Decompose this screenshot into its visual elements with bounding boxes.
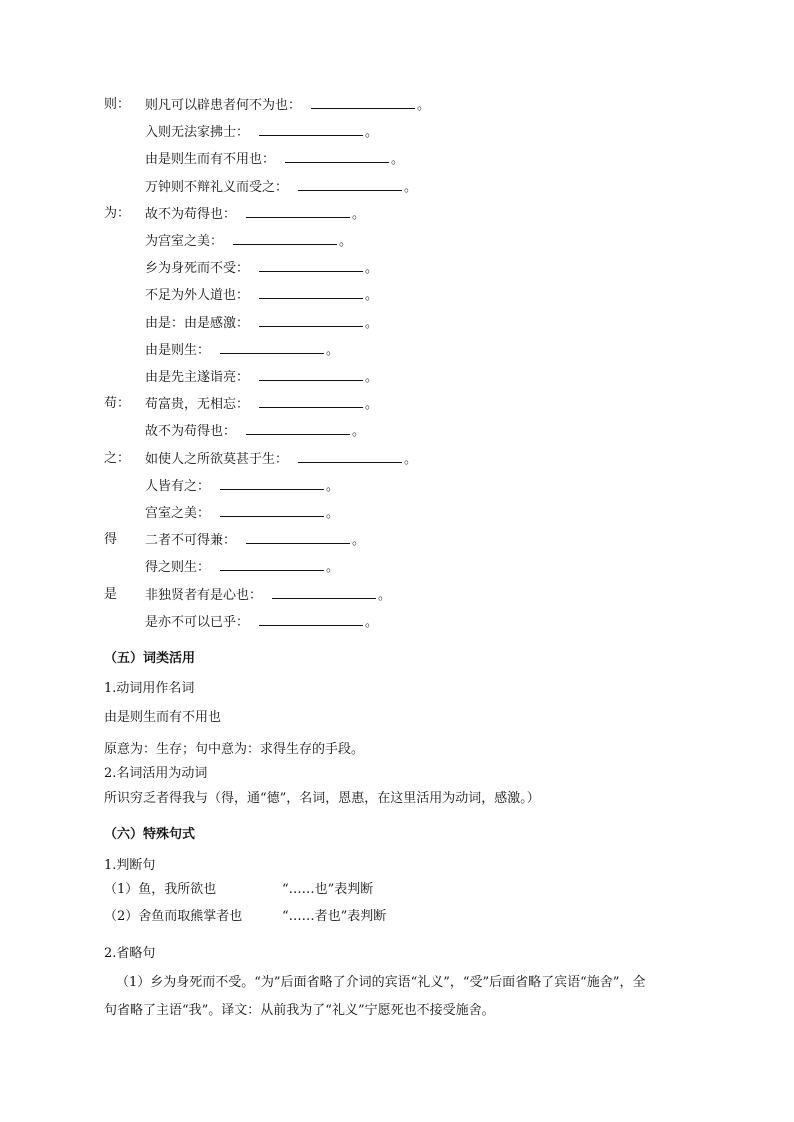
answer-blank[interactable]: [246, 422, 350, 435]
exercise-item: [145, 259, 378, 278]
keyword-label: 得: [104, 532, 118, 547]
answer-blank[interactable]: [220, 477, 324, 490]
period-mark: 。: [352, 207, 366, 222]
answer-blank[interactable]: [220, 341, 324, 354]
section6-subheading-1: 1.判断句: [104, 858, 156, 873]
period-mark: 。: [404, 452, 418, 467]
answer-blank[interactable]: [298, 178, 402, 191]
exercise-sentence: 由是则生：: [145, 343, 211, 358]
exercise-item: [145, 558, 339, 577]
exercise-sentence: 由是：由是感激：: [145, 316, 250, 331]
section6-subheading-2: 2.省略句: [104, 946, 156, 961]
exercise-sentence: 宫室之美：: [145, 506, 211, 521]
exercise-item: [145, 341, 339, 360]
exercise-item: [145, 286, 378, 305]
exercise-sentence: 如使人之所欲莫甚于生：: [145, 452, 289, 467]
answer-blank[interactable]: [259, 286, 363, 299]
section5-title: （五）词类活用: [104, 651, 196, 666]
period-mark: 。: [417, 98, 431, 113]
exercise-sentence: 得之则生：: [145, 560, 211, 575]
exercise-sentence: 故不为苟得也：: [145, 424, 237, 439]
answer-blank[interactable]: [272, 586, 376, 599]
keyword-label: 为：: [104, 206, 131, 221]
judge-note-1: “……也”表判断: [282, 882, 374, 897]
omit-sentence-line-1: （1）乡为身死而不受。“为”后面省略了介词的宾语“礼义”，“受”后面省略了宾语“施舍”，全: [116, 975, 646, 990]
judge-sentence-1: （1）鱼，我所欲也: [104, 882, 217, 897]
exercise-sentence: 不足为外人道也：: [145, 288, 250, 303]
exercise-item: [145, 205, 365, 224]
answer-blank[interactable]: [259, 123, 363, 136]
period-mark: 。: [352, 424, 366, 439]
exercise-item: [145, 477, 339, 496]
period-mark: 。: [365, 288, 379, 303]
exercise-item: [145, 314, 378, 333]
section5-note-1: 原意为：生存；句中意为：求得生存的手段。: [104, 742, 365, 757]
keyword-label: 之：: [104, 451, 131, 466]
exercise-sentence: 万钟则不辩礼义而受之：: [145, 180, 289, 195]
exercise-sentence: 是亦不可以已乎：: [145, 615, 250, 630]
exercise-item: [145, 504, 339, 523]
answer-blank[interactable]: [259, 613, 363, 626]
period-mark: 。: [391, 152, 405, 167]
exercise-sentence: 乡为身死而不受：: [145, 261, 250, 276]
exercise-item: [145, 232, 352, 251]
answer-blank[interactable]: [246, 531, 350, 544]
exercise-sentence: 人皆有之：: [145, 479, 211, 494]
exercise-item: [145, 450, 417, 469]
section5-example-1: 由是则生而有不用也: [104, 710, 222, 725]
period-mark: 。: [365, 316, 379, 331]
period-mark: 。: [365, 125, 379, 140]
exercise-item: [145, 586, 391, 605]
exercise-item: [145, 178, 417, 197]
judge-sentence-2: （2）舍鱼而取熊掌者也: [104, 909, 243, 924]
exercise-sentence: 为宫室之美：: [145, 234, 224, 249]
keyword-label: 是: [104, 587, 118, 602]
answer-blank[interactable]: [298, 450, 402, 463]
exercise-sentence: 由是先主遂诣亮：: [145, 370, 250, 385]
exercise-sentence: 非独贤者有是心也：: [145, 588, 263, 603]
section6-title: （六）特殊句式: [104, 827, 196, 842]
answer-blank[interactable]: [220, 504, 324, 517]
exercise-item: [145, 422, 365, 441]
period-mark: 。: [326, 343, 340, 358]
period-mark: 。: [326, 560, 340, 575]
exercise-item: [145, 613, 378, 632]
section5-subheading-1: 1.动词用作名词: [104, 681, 195, 696]
period-mark: 。: [339, 234, 353, 249]
exercise-sentence: 二者不可得兼：: [145, 533, 237, 548]
exercise-item: [145, 123, 378, 142]
section5-example-2: 所识穷乏者得我与（得，通“德”，名词，恩惠，在这里活用为动词，感激。）: [104, 791, 540, 806]
exercise-sentence: 苟富贵，无相忘：: [145, 397, 250, 412]
period-mark: 。: [326, 479, 340, 494]
exercise-sentence: 故不为苟得也：: [145, 207, 237, 222]
answer-blank[interactable]: [311, 96, 415, 109]
period-mark: 。: [404, 180, 418, 195]
section5-subheading-2: 2.名词活用为动词: [104, 766, 208, 781]
period-mark: 。: [365, 397, 379, 412]
exercise-item: [145, 96, 430, 115]
omit-sentence-line-2: 句省略了主语“我”。译文：从前我为了“礼义”宁愿死也不接受施舍。: [104, 1003, 495, 1018]
answer-blank[interactable]: [259, 368, 363, 381]
keyword-label: 苟：: [104, 396, 131, 411]
period-mark: 。: [365, 261, 379, 276]
period-mark: 。: [352, 533, 366, 548]
exercise-sentence: 由是则生而有不用也：: [145, 152, 276, 167]
answer-blank[interactable]: [259, 314, 363, 327]
period-mark: 。: [326, 506, 340, 521]
exercise-item: [145, 368, 378, 387]
answer-blank[interactable]: [259, 395, 363, 408]
judge-note-2: “……者也”表判断: [282, 909, 387, 924]
period-mark: 。: [365, 615, 379, 630]
exercise-sentence: 则凡可以辟患者何不为也：: [145, 98, 302, 113]
exercise-item: [145, 531, 365, 550]
exercise-item: [145, 395, 378, 414]
answer-blank[interactable]: [246, 205, 350, 218]
answer-blank[interactable]: [285, 150, 389, 163]
answer-blank[interactable]: [233, 232, 337, 245]
exercise-sentence: 入则无法家拂士：: [145, 125, 250, 140]
exercise-item: [145, 150, 404, 169]
answer-blank[interactable]: [259, 259, 363, 272]
keyword-label: 则：: [104, 97, 131, 112]
period-mark: 。: [378, 588, 392, 603]
answer-blank[interactable]: [220, 558, 324, 571]
period-mark: 。: [365, 370, 379, 385]
